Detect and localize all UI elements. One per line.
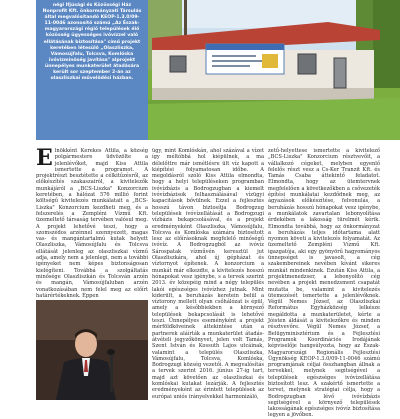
speaker-photo xyxy=(36,300,148,400)
window xyxy=(298,54,316,74)
article-column-1 xyxy=(36,145,148,299)
drop-cap: E xyxy=(36,145,53,171)
window xyxy=(170,56,186,72)
article-paragraph xyxy=(36,145,148,299)
article-column-2 xyxy=(152,148,264,400)
microphone-stand xyxy=(110,352,113,392)
column-2-text: ügy, mint Komlóskán, ahol százával a vízet így méltóbbá hol kiépülnek, a ma délelőttre már ismétlésre ült víz kapott a kiépítési folyamatosan időbe. A megoldásról szóló Kiss Attila elmondta, hogy a helyi településeken programban ivóvízbázis a Bodrogzugban a kiemelt ivóvízbázisok felhasználásával vízügyi kapacitások bővülnek. Ezzel a fejlesztés hosszú távon biztosítja Bodrogzug települések ivóvízellátását a Bodrogzugi vízbázis bekapcsolásával, és a projekt eredményeként Olaszliszka, Vámosújfalu, Tolcsva és Komlóska számára biztosított lesz az előírásoknak megfelelő minőségű ivóvíz. A Bodrogzugból az ivóvíz Sárospatak vízművén keresztül jut Olaszliszkára, ahol új gépházat és víztornyot építenek. A konzorcium a munkát már elkezdte, a kivitelezés hosszú hónapokat vesz igénybe, s a tervek szerint 2013. év közepéig mind a négy település lakói egészséges ivóvízhez jutnak. Mint kiderült, a beruházás keretein belül a víztorony mellett olyan csőhálózat is épül, amely a későbbiekben a környező települések bekapcsolását is lehetővé teszi. Ünnepélyes eseményként a projekt mérföldköveinek áttekintése után a partnerek aláírták a munkaterület átadás-átvételi jegyzőkönyvet, jelen volt Tamás, Szent István és Kossuth Lajos utcáinak, valamint a település Olaszliszka, Vámosújfalu, Tolcsva, Komlóska, Bodrogzugi község vezetői. A megvalósítás a tervek szerint 2016. június 27-ig tart, majd azt követően az olaszliszkai és komlóskai kutakat lezárják. A fejlesztés eredményeként az érintett települések az európai uniós irányelvekkel harmonizáló, xyxy=(152,148,264,400)
article-column-3 xyxy=(268,148,380,419)
speaker-photo-illustration xyxy=(36,300,148,400)
microphone xyxy=(107,349,115,355)
water-facility-photo xyxy=(148,0,400,140)
column-1-text: lnökként Kerekes Attila, a község polgármestere üdvözölte a jelenlévőket, majd Kiss Attila ismertette a programot. A projektrészt besztétette a célkitűzésről, az előkészítés szakaszairól, a kivitelezők munkájáról a „BCS-Liszka" Konzorcium keretében, a hálózat 576 millió forint költségű kivitelezés munkálatait a „BCS-Liszka" Konzorcium kezdheti meg, és a felszerelés a Zempléni Vízmű Kft. üzemeltető társaság tervében valósul meg. A projekt lehetővé teszi, hogy a szomszédos arzénnel szennyezett, magas vas- és mangántartalmú kutak helyett Olaszliszka, Vámosújfalu és Tolcsva ellátását jelenleg az olaszliszkai vízmű adja, amely nem a jelenlegi, nem a további igényeket nem képes biztonságosan kielégíteni. Továbbá a szolgáltatás minősége Olaszliszkán és Tolcsván arzén és mangán, Vámosújfaluban arzén vonatkozásában nem felel meg az előírt határértékeknek. Éppen xyxy=(36,148,148,299)
door xyxy=(334,58,346,88)
intro-box xyxy=(36,0,148,140)
water-facility-photo-illustration xyxy=(148,0,400,140)
column-3-text: zetű-helyettese ismertette a kivitelező „BCS-Liszka" Konzorcium résztvevőit, a vállalkozó cégeket, melyben egyenlő felelős részt vesz a Cs-Ker Tranzit Kft. és Tamás Csaba áttekintő feladatot. Elmondta, hogy az ütemtervnek megfelelően a következőkben a csővezeték építési munkálatai kezdődnek meg, az ágyazások előkészítése, felvonulás, a beruházás hosszú hónapokat vesz igénybe, a munkálatok zavartalan lebonyolítása érdekében a lakosság türelmét kérik. Elmondta továbbá, hogy az önkormányzat a beruházás teljes időtartama alatt nyomon követi a kivitelezés folyamatát. Az üzemeltető Zempléni Vízmű Kft. igazgatója, aki egy gyönyörű hagyományos ünnepséget is javasolt, a cég szakembereinek nevében kívánt sikeres munkát mindenkinek. Ezután Kiss Attila, a projektmenedzser, a lebonyolító cég nevében a projekt menedzsment csapatát mutatta be, valamint a kivitelezés ütemezését ismertette a jelenlévőknek. Végül Nemes József, az Olaszliszkai Református Egyházközség lelkésze megáldotta a munkaterületet, kérte a Jóisten áldását a kivitelezőkre és minden résztvevőre. Végül Nemes József, a Belügyminisztérium és a Fejlesztési Programok Koordinációs Irodájának képviselője hangsúlyozta, hogy az Észak-Magyarországi Regionális Fejlesztési Ügynökség KEOP-1.3.0/09-11-0046 számú programjának céljai összhangban állnak a tervekkel, melynek segítségével a települések egészséges ivóvízellátása biztosított lesz. A szakértő ismertette a tervet, melynek stratégiai célja, hogy a Bodrogzugban lévő ivóvízbázis segítségével a környező települések lakosságának egészséges ivóvíz biztosítása legyen a jövőben. xyxy=(268,148,380,419)
intro-text: négi Ifjúsági és Közösségi Ház Nonprofit Kft. önkormányzati Társulás által megvalósítandó KEOP-1.3.0/09-11-0046 azonosító számú „Az Észak-magyarországi régió települések élő közösség ügyességes ivóvízzel való ellátásának biztosítása" című projekt keretében létesülő „Olaszliszka, Vámosújfalu, Tolcsva, Komlóska ivóvízminőség javítása" alprojekt ünnepélyes munkaterület átadására került sor szeptember 2-án az olaszliszkai művelődési házban. xyxy=(42,3,142,82)
